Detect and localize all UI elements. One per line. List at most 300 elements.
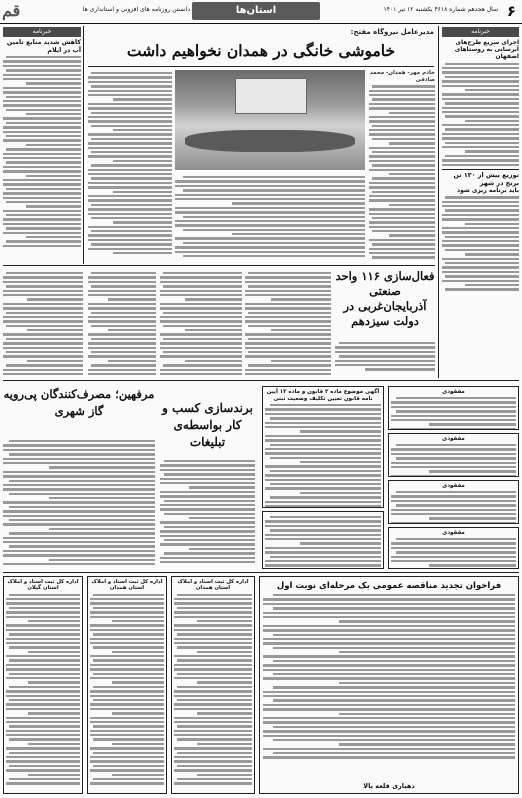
- text-line: [273, 594, 515, 596]
- small-ad-1: [388, 386, 519, 430]
- text-line: [3, 218, 81, 220]
- text-line: [273, 699, 515, 701]
- text-line: [6, 338, 83, 340]
- text-line: [391, 462, 516, 464]
- text-line: [6, 598, 80, 600]
- text-line: [335, 351, 435, 353]
- text-line: [6, 227, 81, 229]
- text-line: [339, 651, 515, 653]
- text-line: [465, 253, 519, 255]
- text-line: [263, 669, 515, 671]
- text-line: [90, 760, 164, 762]
- text-line: [9, 633, 80, 635]
- text-line: [28, 774, 80, 776]
- text-line: [88, 347, 156, 349]
- text-line: [3, 104, 81, 106]
- text-line: [93, 659, 164, 661]
- text-line: [3, 197, 81, 199]
- main-body-left: [88, 70, 172, 260]
- text-line: [3, 166, 81, 168]
- text-line: [263, 691, 515, 693]
- text-line: [174, 677, 252, 679]
- text-line: [6, 756, 80, 758]
- text-line: [9, 519, 155, 521]
- small-ad-body: [391, 444, 516, 477]
- text-line: [429, 564, 517, 566]
- text-line: [245, 320, 331, 322]
- text-line: [265, 474, 381, 476]
- text-line: [265, 538, 381, 540]
- text-line: [160, 491, 255, 493]
- text-line: [160, 342, 242, 344]
- text-line: [88, 355, 156, 357]
- text-line: [91, 177, 172, 179]
- text-line: [91, 272, 156, 274]
- text-line: [442, 164, 519, 166]
- text-line: [3, 126, 81, 128]
- text-line: [177, 646, 252, 648]
- text-line: [88, 248, 172, 250]
- text-line: [164, 473, 255, 475]
- text-line: [396, 410, 516, 412]
- text-line: [465, 284, 519, 286]
- text-line: [6, 611, 80, 613]
- text-line: [28, 651, 80, 653]
- text-line: [248, 325, 331, 327]
- text-line: [160, 355, 242, 357]
- text-line: [88, 133, 172, 135]
- text-line: [445, 262, 519, 264]
- text-line: [3, 563, 155, 565]
- text-line: [372, 151, 435, 153]
- text-line: [88, 294, 156, 296]
- text-line: [396, 538, 516, 540]
- text-line: [160, 307, 242, 309]
- text-line: [91, 243, 172, 245]
- text-line: [88, 195, 172, 197]
- text-line: [445, 128, 519, 130]
- text-line: [91, 230, 172, 232]
- text-line: [88, 186, 172, 188]
- text-line: [263, 748, 515, 750]
- text-line: [9, 545, 155, 547]
- text-line: [6, 695, 80, 697]
- text-line: [88, 142, 172, 144]
- text-line: [396, 504, 516, 506]
- text-line: [3, 183, 81, 185]
- text-line: [265, 465, 381, 467]
- left-headline: کاهش شدید منابع تامین آب در ایلام: [6, 39, 81, 54]
- middle-headline: فعال‌سازی ۱۱۶ واحد صنعتی آذربایجان‌غربی در دولت سیزدهم: [335, 269, 435, 328]
- middle-body-d: [88, 270, 156, 376]
- text-line: [3, 471, 155, 473]
- text-line: [174, 782, 252, 784]
- text-line: [88, 120, 172, 122]
- page-number: ۶: [506, 2, 517, 20]
- text-line: [372, 138, 435, 140]
- text-line: [442, 107, 519, 109]
- text-line: [369, 133, 435, 135]
- text-line: [391, 466, 516, 468]
- lower-left-body: [3, 438, 155, 568]
- text-line: [391, 475, 516, 477]
- text-line: [28, 681, 80, 683]
- right-headline: اجرای سریع طرح‌های آبرسانی به روستاهای اصفهان: [454, 39, 519, 61]
- text-line: [245, 333, 331, 335]
- text-line: [28, 743, 80, 745]
- bottom-ad-3: [171, 576, 255, 794]
- text-line: [263, 695, 515, 697]
- text-line: [174, 655, 252, 657]
- text-line: [263, 664, 515, 666]
- small-ad-4: [388, 527, 519, 569]
- text-line: [9, 440, 155, 442]
- text-line: [3, 153, 81, 155]
- text-line: [248, 338, 331, 340]
- text-line: [160, 464, 255, 466]
- text-line: [160, 482, 255, 484]
- text-line: [339, 713, 515, 715]
- text-line: [177, 699, 252, 701]
- text-line: [90, 624, 164, 626]
- text-line: [90, 730, 164, 732]
- text-line: [88, 147, 172, 149]
- text-line: [3, 537, 155, 539]
- text-line: [265, 413, 381, 415]
- text-line: [185, 298, 242, 300]
- text-line: [160, 369, 242, 371]
- lower-mid-headline: برندسازی کسب و کار بواسطه‌ی تبلیغات: [162, 401, 253, 449]
- right-article-body: [442, 63, 519, 166]
- text-line: [391, 495, 516, 497]
- text-line: [6, 135, 81, 137]
- text-line: [263, 598, 515, 600]
- text-line: [265, 479, 381, 481]
- text-line: [88, 169, 172, 171]
- text-line: [270, 404, 381, 406]
- text-line: [369, 155, 435, 157]
- text-line: [6, 668, 80, 670]
- text-line: [93, 673, 164, 675]
- text-line: [3, 74, 81, 76]
- text-line: [245, 347, 331, 349]
- text-line: [3, 355, 83, 357]
- text-line: [372, 85, 435, 87]
- text-line: [369, 160, 435, 162]
- text-line: [163, 272, 242, 274]
- text-line: [49, 466, 155, 468]
- text-line: [93, 607, 164, 609]
- text-line: [177, 765, 252, 767]
- text-line: [270, 496, 381, 498]
- text-line: [9, 607, 80, 609]
- text-line: [160, 347, 242, 349]
- text-line: [3, 488, 155, 490]
- text-line: [465, 150, 519, 152]
- text-line: [263, 730, 515, 732]
- text-line: [177, 686, 252, 688]
- text-line: [6, 624, 80, 626]
- text-line: [108, 329, 156, 331]
- text-line: [442, 146, 519, 148]
- text-line: [160, 504, 255, 506]
- text-line: [175, 180, 365, 182]
- text-line: [27, 298, 83, 300]
- text-line: [445, 63, 519, 65]
- text-line: [177, 633, 252, 635]
- middle-body-e: [3, 270, 83, 376]
- text-line: [88, 239, 172, 241]
- text-line: [90, 769, 164, 771]
- text-line: [3, 510, 155, 512]
- text-line: [445, 142, 519, 144]
- text-line: [174, 602, 252, 604]
- text-line: [369, 129, 435, 131]
- text-line: [88, 307, 156, 309]
- tender-title: فراخوان تجدید مناقصه عمومی یک مرحله‌ای نوبت اول: [276, 581, 502, 591]
- text-line: [88, 226, 172, 228]
- text-line: [245, 342, 331, 344]
- text-line: [369, 248, 435, 250]
- text-line: [265, 439, 381, 441]
- text-line: [271, 329, 331, 331]
- text-line: [88, 199, 172, 201]
- text-line: [164, 460, 255, 462]
- text-line: [108, 298, 156, 300]
- meeting-photo: [175, 70, 365, 170]
- text-line: [160, 535, 255, 537]
- text-line: [163, 325, 242, 327]
- text-line: [177, 778, 252, 780]
- small-ad-3: [388, 480, 519, 524]
- text-line: [91, 125, 172, 127]
- text-line: [90, 638, 164, 640]
- text-line: [91, 325, 156, 327]
- text-line: [3, 307, 83, 309]
- text-line: [372, 256, 435, 258]
- photo-table: [185, 130, 355, 152]
- text-line: [442, 201, 519, 203]
- text-line: [263, 717, 515, 719]
- text-line: [6, 312, 83, 314]
- text-line: [3, 554, 155, 556]
- text-line: [88, 116, 172, 118]
- text-line: [369, 213, 435, 215]
- bottom-ad-body: [90, 594, 164, 785]
- text-line: [160, 557, 255, 559]
- text-line: [9, 778, 80, 780]
- text-line: [112, 651, 164, 653]
- text-line: [442, 280, 519, 282]
- text-line: [445, 155, 519, 157]
- section-tab: استان‌ها: [192, 2, 320, 20]
- text-line: [175, 211, 365, 213]
- text-line: [3, 139, 81, 141]
- text-line: [263, 629, 515, 631]
- text-line: [265, 560, 381, 562]
- text-line: [90, 703, 164, 705]
- text-line: [6, 161, 81, 163]
- text-line: [3, 333, 83, 335]
- text-line: [160, 561, 255, 563]
- text-line: [160, 276, 242, 278]
- text-line: [3, 245, 81, 247]
- text-line: [3, 550, 155, 552]
- text-line: [445, 115, 519, 117]
- text-line: [160, 530, 255, 532]
- text-line: [28, 712, 80, 714]
- small-ad-body: [391, 491, 516, 524]
- text-line: [93, 686, 164, 688]
- text-line: [263, 625, 515, 627]
- text-line: [9, 532, 155, 534]
- text-line: [6, 325, 83, 327]
- lower-left-headline: مرفهین؛ مصرف‌کنندگان پی‌رویه گاز شهری: [3, 387, 155, 418]
- text-line: [9, 725, 80, 727]
- text-line: [265, 448, 381, 450]
- text-line: [445, 76, 519, 78]
- text-line: [93, 752, 164, 754]
- text-line: [372, 125, 435, 127]
- text-line: [442, 137, 519, 139]
- text-line: [160, 281, 242, 283]
- text-line: [369, 94, 435, 96]
- text-line: [177, 752, 252, 754]
- text-line: [6, 638, 80, 640]
- text-line: [6, 734, 80, 736]
- text-line: [108, 360, 156, 362]
- text-line: [3, 462, 155, 464]
- text-line: [369, 221, 435, 223]
- text-line: [6, 703, 80, 705]
- text-line: [49, 497, 155, 499]
- text-line: [3, 192, 81, 194]
- text-line: [112, 774, 164, 776]
- text-line: [26, 236, 81, 238]
- byline: خادم مهر- همدان- محمد صادقی: [369, 70, 435, 83]
- text-line: [391, 500, 516, 502]
- text-line: [3, 223, 81, 225]
- text-line: [335, 360, 435, 362]
- text-line: [183, 255, 365, 257]
- text-line: [91, 312, 156, 314]
- text-line: [174, 769, 252, 771]
- text-line: [442, 205, 519, 207]
- text-line: [396, 457, 516, 459]
- text-line: [175, 207, 365, 209]
- text-line: [6, 769, 80, 771]
- middle-body-b: [245, 270, 331, 376]
- text-line: [160, 469, 255, 471]
- text-line: [93, 633, 164, 635]
- text-line: [391, 560, 516, 562]
- text-line: [263, 603, 515, 605]
- text-line: [3, 276, 83, 278]
- text-line: [174, 616, 252, 618]
- text-line: [3, 157, 81, 159]
- text-line: [160, 333, 242, 335]
- text-line: [9, 659, 80, 661]
- text-line: [3, 60, 81, 62]
- text-line: [160, 495, 255, 497]
- text-line: [6, 272, 83, 274]
- text-line: [445, 209, 519, 211]
- text-line: [265, 435, 381, 437]
- text-line: [300, 542, 381, 544]
- text-line: [174, 668, 252, 670]
- text-line: [369, 239, 435, 241]
- text-line: [265, 487, 381, 489]
- text-line: [3, 541, 155, 543]
- text-line: [90, 611, 164, 613]
- text-line: [164, 513, 255, 515]
- text-line: [88, 373, 156, 375]
- text-line: [91, 338, 156, 340]
- text-line: [265, 520, 381, 522]
- text-line: [189, 517, 256, 519]
- text-line: [9, 646, 80, 648]
- text-line: [113, 252, 172, 254]
- text-line: [3, 342, 83, 344]
- text-line: [90, 708, 164, 710]
- text-line: [3, 170, 81, 172]
- text-line: [90, 695, 164, 697]
- text-line: [391, 453, 516, 455]
- text-line: [174, 730, 252, 732]
- text-line: [183, 216, 365, 218]
- text-line: [273, 752, 515, 754]
- text-line: [27, 360, 83, 362]
- text-line: [90, 747, 164, 749]
- text-line: [6, 96, 81, 98]
- text-line: [112, 681, 164, 683]
- rule: [3, 572, 519, 573]
- header-tagline: دانستن روزنامه های افزونی و استانداری ها: [82, 6, 190, 13]
- text-line: [88, 103, 172, 105]
- text-line: [189, 548, 256, 550]
- text-line: [6, 285, 83, 287]
- text-line: [174, 629, 252, 631]
- newspaper-logo: قم: [2, 1, 21, 20]
- text-line: [300, 430, 381, 432]
- text-line: [160, 373, 242, 375]
- text-line: [9, 752, 80, 754]
- text-line: [160, 316, 242, 318]
- text-line: [90, 782, 164, 784]
- text-line: [113, 98, 172, 100]
- text-line: [88, 81, 172, 83]
- text-line: [174, 756, 252, 758]
- text-line: [91, 112, 172, 114]
- text-line: [9, 686, 80, 688]
- text-line: [93, 725, 164, 727]
- text-line: [185, 360, 242, 362]
- text-line: [3, 515, 155, 517]
- text-line: [3, 444, 155, 446]
- bottom-ad-body: [6, 594, 80, 785]
- text-line: [90, 602, 164, 604]
- text-line: [372, 98, 435, 100]
- text-line: [27, 329, 83, 331]
- text-line: [163, 312, 242, 314]
- text-line: [369, 120, 435, 122]
- text-line: [396, 551, 516, 553]
- text-line: [3, 347, 83, 349]
- text-line: [26, 113, 81, 115]
- text-line: [88, 173, 172, 175]
- text-line: [265, 452, 381, 454]
- right-column: [442, 27, 519, 377]
